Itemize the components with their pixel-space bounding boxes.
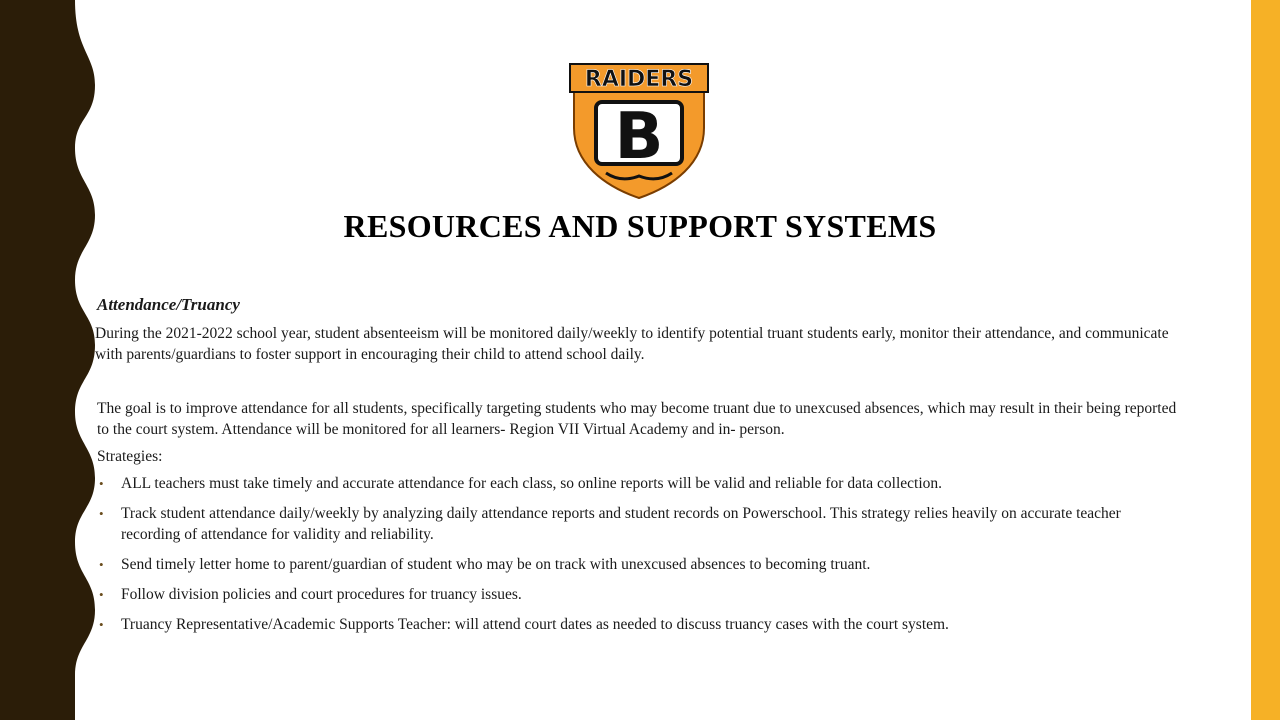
strategies-label: Strategies: [97, 448, 163, 465]
bullet-icon: • [99, 557, 104, 572]
paragraph-goal: The goal is to improve attendance for all students, specifically targeting students who may become truant due to unexcused absences, which may result in their being reported to the court system. Attendance will be monitored for all learners- Region VII Virtual Academy and in- person. [97, 400, 1177, 438]
bullet-icon: • [99, 506, 104, 521]
paragraph-monitoring: During the 2021-2022 school year, student absenteeism will be monitored daily/weekly to identify potential truant students early, monitor their attendance, and communicate with parents/guardians to foster support in encouraging their child to attend school daily. [95, 325, 1169, 363]
list-item [97, 473, 1182, 494]
strategies-list [97, 473, 1182, 635]
bullet-icon: • [99, 617, 104, 632]
list-item [97, 584, 1182, 605]
bullet-icon: • [99, 587, 104, 602]
list-item-text: Truancy Representative/Academic Supports Teacher: will attend court dates as needed to discuss truancy cases with the court system. [121, 616, 949, 633]
logo-letter: B [614, 100, 664, 174]
left-wave-band [0, 0, 100, 720]
list-item-text: ALL teachers must take timely and accurate attendance for each class, so online reports will be valid and reliable for data collection. [121, 475, 943, 492]
content-body [97, 294, 1182, 644]
list-item-text: Follow division policies and court procedures for truancy issues. [121, 586, 522, 603]
list-item [97, 614, 1182, 635]
logo-wordmark: RAIDERS [584, 67, 694, 92]
list-item [97, 503, 1182, 545]
list-item [97, 554, 1182, 575]
raiders-shield-logo [566, 58, 712, 200]
section-heading: Attendance/Truancy [97, 295, 240, 314]
slide-title: RESOURCES AND SUPPORT SYSTEMS [343, 208, 937, 244]
list-item-text: Track student attendance daily/weekly by analyzing daily attendance reports and student records on Powerschool. This strategy relies heavily on accurate teacher recording of attendance for validity and reliability. [121, 505, 1121, 543]
bullet-icon: • [99, 476, 104, 491]
list-item-text: Send timely letter home to parent/guardian of student who may be on track with unexcused absences to becoming truant. [121, 556, 871, 573]
right-accent-stripe [1251, 0, 1280, 720]
